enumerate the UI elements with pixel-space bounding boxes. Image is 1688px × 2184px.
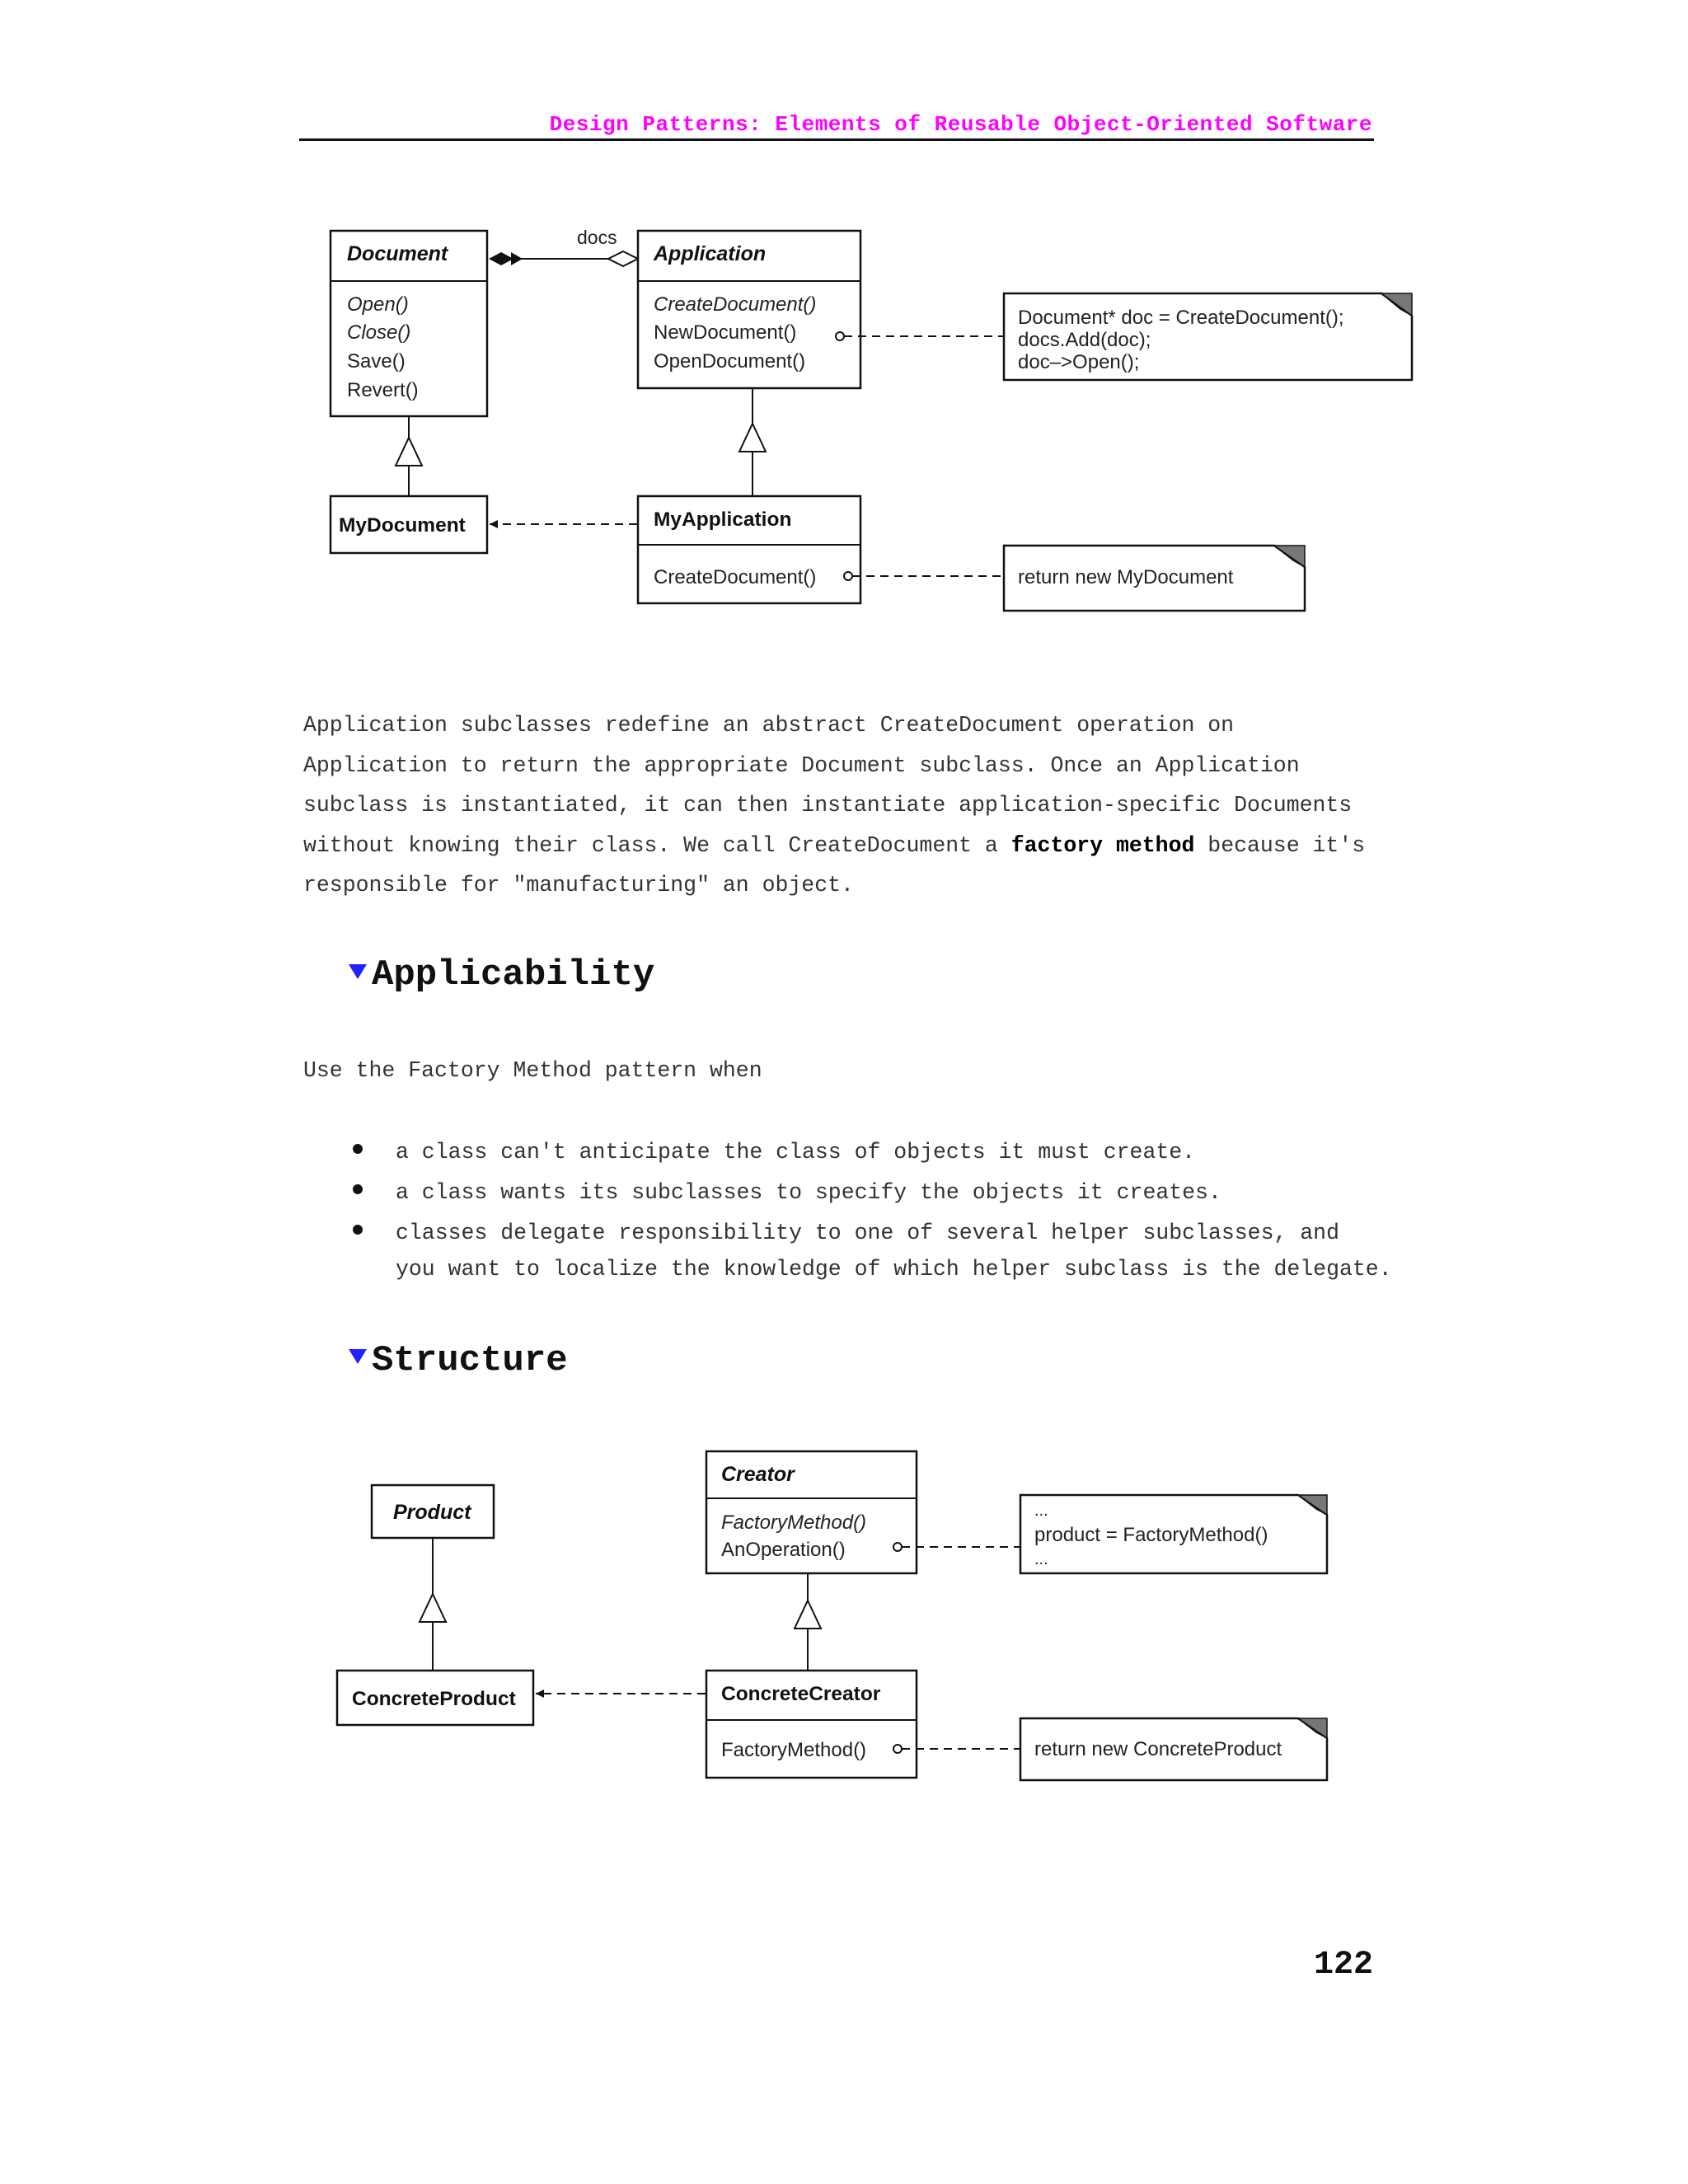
- application-class: [638, 231, 860, 388]
- page-number: 122: [1313, 1947, 1373, 1984]
- concretecreator-class: [706, 1671, 917, 1778]
- inheritance-triangle-icon: [396, 438, 422, 466]
- application-op-createdocument: CreateDocument(): [654, 293, 817, 316]
- composition-diamond-icon: [489, 252, 513, 265]
- inheritance-triangle-icon: [795, 1601, 821, 1629]
- docs-label: docs: [577, 227, 617, 248]
- concretecreator-op-factorymethod: FactoryMethod(): [721, 1739, 867, 1761]
- bullet-icon: [353, 1144, 363, 1154]
- creator-class-name: Creator: [721, 1463, 795, 1486]
- document-class: [331, 231, 487, 416]
- myapplication-op-createdocument: CreateDocument(): [654, 566, 817, 588]
- running-header: Design Patterns: Elements of Reusable Object-Oriented Software: [549, 112, 1372, 137]
- section-marker-icon: [349, 1349, 367, 1364]
- document-generalization: [396, 416, 422, 496]
- mydocument-class-name: MyDocument: [339, 514, 466, 537]
- note-newdocument: [1004, 293, 1412, 380]
- inheritance-triangle-icon: [420, 1594, 446, 1622]
- product-generalization: [420, 1538, 446, 1671]
- inheritance-triangle-icon: [739, 424, 766, 452]
- docs-association: [489, 227, 638, 266]
- factory-method-paragraph: [303, 705, 1375, 906]
- aggregation-diamond-icon: [608, 251, 638, 266]
- concreteproduct-class: [337, 1671, 533, 1725]
- note-createdocument: [1004, 546, 1305, 611]
- myapplication-class: [638, 496, 860, 603]
- uml-diagram-structure: [0, 1434, 1688, 1813]
- applicability-heading: Applicability: [372, 954, 655, 996]
- concretecreator-class-name: ConcreteCreator: [721, 1683, 881, 1705]
- product-class: [372, 1485, 494, 1538]
- note3-line3: ...: [1034, 1550, 1048, 1568]
- mydocument-class: [331, 496, 487, 553]
- creator-generalization: [795, 1573, 821, 1671]
- application-op-opendocument: OpenDocument(): [654, 350, 806, 373]
- creator-op-factorymethod: FactoryMethod(): [721, 1511, 867, 1534]
- application-generalization: [739, 388, 766, 496]
- product-class-name: Product: [393, 1501, 471, 1524]
- paragraph-line: Application subclasses redefine an abstract CreateDocument operation on: [303, 713, 1235, 738]
- application-class-name: Application: [654, 242, 767, 265]
- note-anoperation: [1020, 1495, 1327, 1573]
- note3-line2: product = FactoryMethod(): [1034, 1524, 1268, 1546]
- paragraph-line: [303, 826, 1375, 866]
- document-class-name: Document: [347, 242, 448, 265]
- concreteproduct-class-name: ConcreteProduct: [352, 1688, 516, 1710]
- uml-diagram-document-application: [0, 0, 1688, 643]
- creator-op-anoperation: AnOperation(): [721, 1539, 846, 1561]
- note1-line1: Document* doc = CreateDocument();: [1018, 307, 1344, 329]
- bullet-icon: [353, 1184, 363, 1194]
- creator-class: [706, 1451, 917, 1573]
- document-op-open: Open(): [347, 293, 409, 316]
- note2-text: return new MyDocument: [1018, 566, 1234, 588]
- bullet-icon: [353, 1225, 363, 1235]
- applicability-intro: Use the Factory Method pattern when: [303, 1058, 762, 1083]
- paragraph-line: subclass is instantiated, it can then instantiate application-specific Documents: [303, 793, 1353, 818]
- factory-method-term: factory method: [1010, 832, 1195, 858]
- note1-line2: docs.Add(doc);: [1018, 329, 1151, 351]
- paragraph-text: without knowing their class. We call CreateDocument a: [303, 832, 1011, 858]
- paragraph-text: because it's: [1194, 832, 1366, 858]
- structure-heading: Structure: [372, 1340, 568, 1381]
- note4-text: return new ConcreteProduct: [1034, 1738, 1282, 1760]
- document-op-save: Save(): [347, 350, 406, 373]
- myapplication-class-name: MyApplication: [654, 509, 792, 531]
- application-op-newdocument: NewDocument(): [654, 321, 797, 344]
- section-marker-icon: [349, 964, 367, 979]
- note3-line1: ...: [1034, 1502, 1048, 1520]
- note-factorymethod: [1020, 1718, 1327, 1780]
- document-op-close: Close(): [347, 321, 411, 344]
- paragraph-line: responsible for "manufacturing" an object.: [303, 873, 854, 898]
- paragraph-line: Application to return the appropriate Document subclass. Once an Application: [303, 752, 1300, 778]
- document-op-revert: Revert(): [347, 379, 419, 401]
- note1-line3: doc–>Open();: [1018, 351, 1140, 373]
